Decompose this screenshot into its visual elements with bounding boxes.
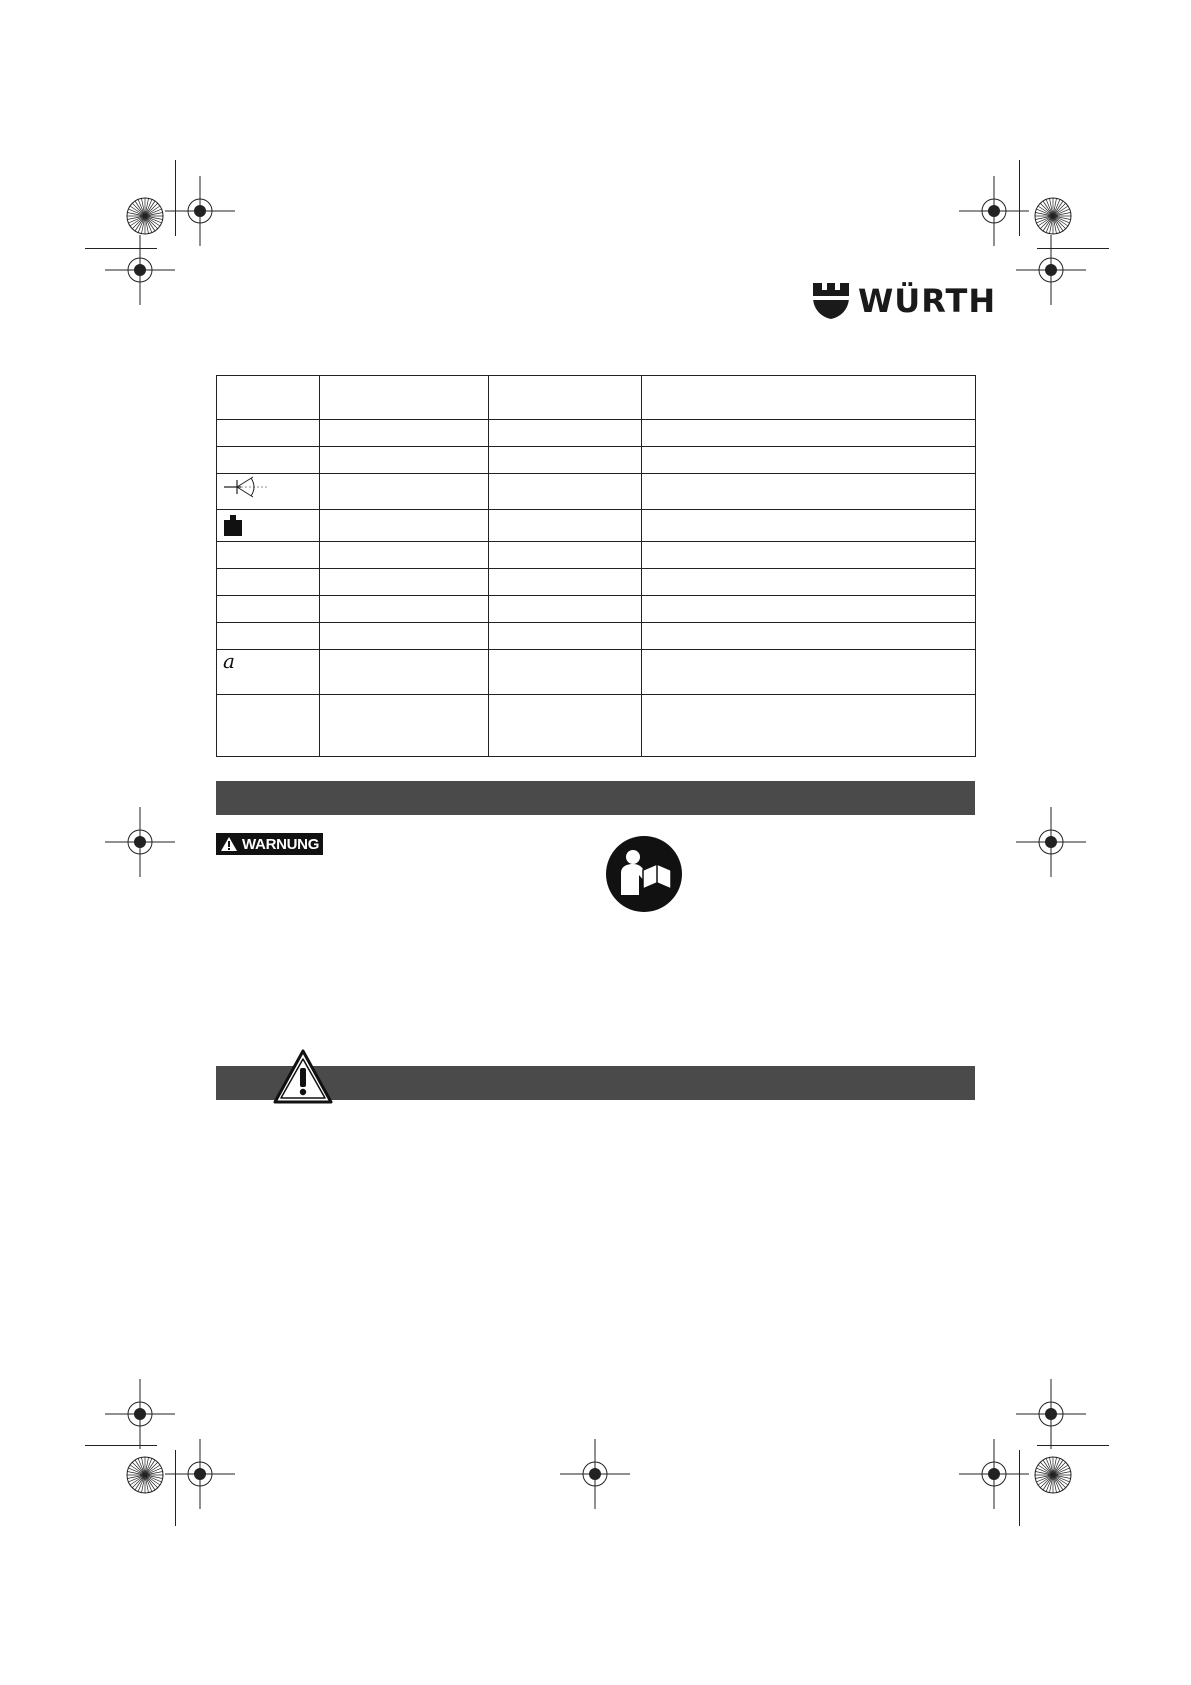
table-cell	[217, 376, 320, 420]
table-row	[217, 447, 976, 474]
table-row	[217, 596, 976, 623]
table-cell	[489, 623, 642, 650]
trim-line	[1037, 1445, 1109, 1446]
table-cell	[217, 420, 320, 447]
table-cell	[489, 596, 642, 623]
wurth-logo-mark-icon	[811, 281, 851, 321]
table-cell	[642, 474, 976, 510]
table-cell	[642, 596, 976, 623]
table-cell	[642, 623, 976, 650]
trim-line	[175, 1450, 176, 1526]
table-cell	[489, 376, 642, 420]
table-cell	[217, 474, 320, 510]
table-row	[217, 542, 976, 569]
table-cell	[217, 623, 320, 650]
table-cell	[217, 695, 320, 757]
table-cell	[642, 447, 976, 474]
table-cell	[642, 542, 976, 569]
table-cell	[320, 569, 489, 596]
weight-icon	[223, 515, 243, 537]
table-cell	[217, 510, 320, 542]
registration-star-icon	[126, 1456, 164, 1494]
table-cell	[217, 569, 320, 596]
table-cell	[320, 474, 489, 510]
table-cell	[489, 695, 642, 757]
spec-table	[216, 375, 976, 757]
table-cell	[489, 650, 642, 695]
table-cell	[320, 420, 489, 447]
table-cell	[489, 569, 642, 596]
caution-triangle-icon	[272, 1048, 334, 1106]
table-cell	[217, 447, 320, 474]
brand-name: WÜRTH	[858, 282, 997, 320]
table-row	[217, 420, 976, 447]
table-row	[217, 650, 976, 695]
section-header-bar	[216, 781, 975, 815]
table-cell	[217, 596, 320, 623]
trim-line	[1037, 248, 1109, 249]
table-cell	[642, 695, 976, 757]
table-cell	[320, 650, 489, 695]
table-cell	[489, 420, 642, 447]
table-cell	[320, 510, 489, 542]
symbol-a: a	[223, 649, 235, 673]
table-cell	[642, 510, 976, 542]
registration-star-icon	[1034, 197, 1072, 235]
table-cell	[320, 447, 489, 474]
trim-line	[1019, 160, 1020, 236]
table-row	[217, 474, 976, 510]
crosshair-target-icon	[1016, 807, 1086, 877]
trim-line	[85, 248, 157, 249]
wurth-logo	[811, 281, 997, 321]
table-cell	[489, 447, 642, 474]
table-row	[217, 376, 976, 420]
read-manual-icon	[605, 835, 683, 913]
table-cell	[642, 569, 976, 596]
crosshair-target-icon	[1016, 235, 1086, 305]
crosshair-target-icon	[105, 807, 175, 877]
table-cell	[489, 542, 642, 569]
crosshair-target-icon	[560, 1439, 630, 1509]
warning-badge	[216, 833, 323, 855]
registration-star-icon	[126, 197, 164, 235]
table-cell	[489, 474, 642, 510]
registration-star-icon	[1034, 1456, 1072, 1494]
trim-line	[1019, 1450, 1020, 1526]
crosshair-target-icon	[105, 235, 175, 305]
trim-line	[85, 1445, 157, 1446]
table-cell	[320, 623, 489, 650]
angle-icon	[223, 474, 273, 500]
table-cell	[320, 376, 489, 420]
table-row	[217, 695, 976, 757]
table-cell	[642, 420, 976, 447]
table-cell	[217, 542, 320, 569]
warning-badge-label: WARNUNG	[242, 835, 320, 853]
table-cell	[320, 695, 489, 757]
warning-triangle-icon	[220, 836, 238, 852]
table-cell	[489, 510, 642, 542]
table-cell	[320, 596, 489, 623]
table-row	[217, 510, 976, 542]
trim-line	[175, 160, 176, 236]
table-row	[217, 569, 976, 596]
table-row	[217, 623, 976, 650]
table-cell	[642, 650, 976, 695]
table-cell	[320, 542, 489, 569]
table-cell	[217, 650, 320, 695]
table-cell	[642, 376, 976, 420]
